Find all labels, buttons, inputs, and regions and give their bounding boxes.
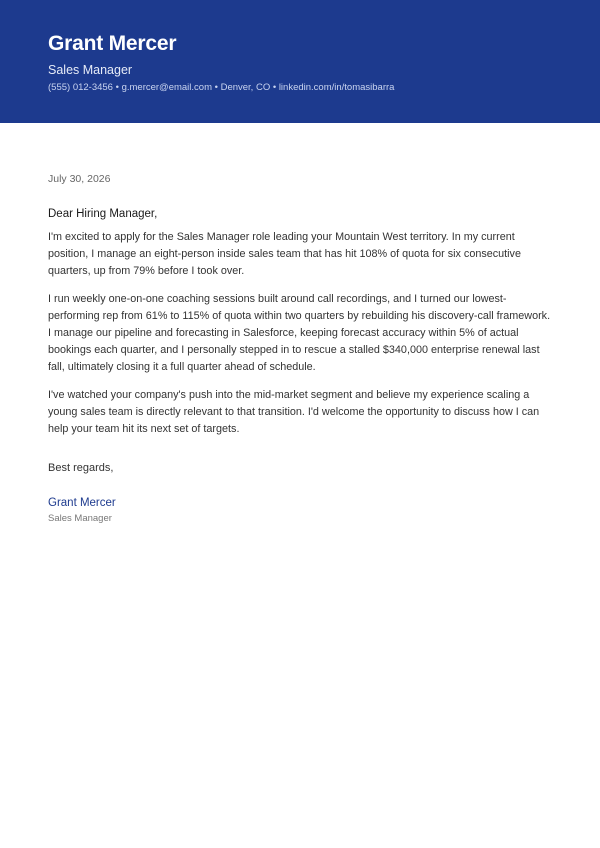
applicant-role: Sales Manager xyxy=(48,63,133,77)
salutation: Dear Hiring Manager, xyxy=(48,208,158,220)
contact-line: (555) 012-3456 • g.mercer@email.com • Denver, CO • linkedin.com/in/tomasibarra xyxy=(48,82,395,93)
letter-date: July 30, 2026 xyxy=(48,173,111,185)
letterhead xyxy=(0,0,600,123)
signature-role: Sales Manager xyxy=(48,512,112,524)
letter-body xyxy=(48,172,552,525)
paragraph-experience: I run weekly one-on-one coaching sessions built around call recordings, and I turned our lowest-performing rep from 61% to 115% of quota within two quarters by rebuilding his discovery-call framework. I manage our pipeline and forecasting in Salesforce, keeping forecast accuracy within 5% of actual bookings each quarter, and I personally stepped in to rescue a stalled $340,000 enterprise renewal last fall, ultimately closing it a full quarter ahead of schedule. xyxy=(48,292,551,373)
signature-name: Grant Mercer xyxy=(48,496,116,509)
applicant-name: Grant Mercer xyxy=(48,32,177,55)
paragraph-intro: I'm excited to apply for the Sales Manager role leading your Mountain West territory. In my current position, I manage an eight-person inside sales team that has hit 108% of quota for six consecutive quarters, up from 79% before I took over. xyxy=(48,231,521,277)
closing-phrase: Best regards, xyxy=(48,461,114,474)
paragraph-closing: I've watched your company's push into the mid-market segment and believe my experience scaling a young sales team is directly relevant to that transition. I'd welcome the opportunity to discuss how I can help your team hit its next set of targets. xyxy=(48,388,540,435)
